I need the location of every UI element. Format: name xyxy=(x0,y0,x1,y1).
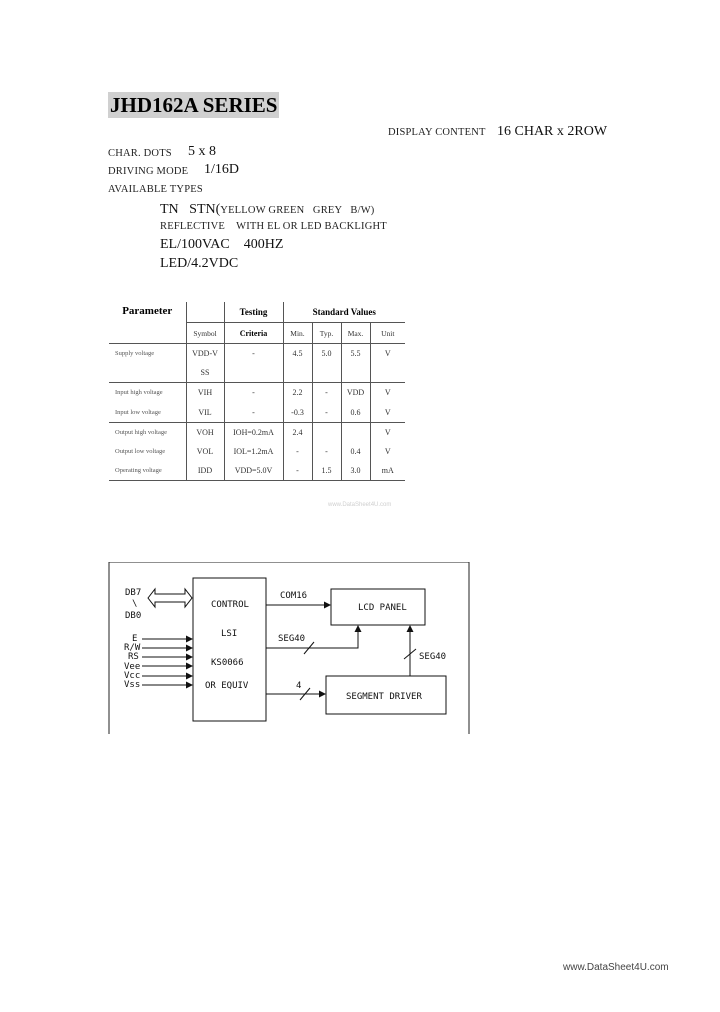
footer-url: www.DataSheet4U.com xyxy=(563,962,669,973)
label-segment-driver: SEGMENT DRIVER xyxy=(346,692,422,702)
char-dots-value: 5 x 8 xyxy=(188,144,216,159)
cell-max: 3.0 xyxy=(341,461,370,481)
cell-criteria: VDD=5.0V xyxy=(224,461,283,481)
driving-mode-label: DRIVING MODE xyxy=(108,166,189,177)
header-max: Max. xyxy=(341,323,370,344)
label-seg40-b: SEG40 xyxy=(419,652,447,662)
cell-parameter: Input low voltage xyxy=(115,408,161,416)
label-lcd-panel: LCD PANEL xyxy=(358,603,407,613)
table-row xyxy=(109,344,405,364)
cell-typ: 5.0 xyxy=(312,344,341,364)
cell-symbol: VIH xyxy=(186,383,224,403)
header-min: Min. xyxy=(283,323,312,344)
cell-typ: - xyxy=(312,383,341,403)
cell-unit: V xyxy=(370,344,405,364)
label-db7: DB7 xyxy=(125,588,142,598)
driving-mode-value: 1/16D xyxy=(204,162,239,177)
label-com16: COM16 xyxy=(280,591,308,601)
cell-typ xyxy=(312,422,341,442)
header-typ: Typ. xyxy=(312,323,341,344)
label-e: E xyxy=(132,634,138,644)
reflective-line: REFLECTIVE WITH EL OR LED BACKLIGHT xyxy=(160,221,387,232)
display-content-label: DISPLAY CONTENT xyxy=(388,127,486,138)
header-parameter: Parameter xyxy=(122,305,173,317)
cell-criteria xyxy=(224,363,283,383)
cell-symbol: VOL xyxy=(186,442,224,461)
cell-parameter: Supply voltage xyxy=(109,344,186,364)
cell-symbol: IDD xyxy=(186,461,224,481)
types-big: TN STN( xyxy=(160,202,221,217)
cell-max: 0.4 xyxy=(341,442,370,461)
char-dots-label: CHAR. DOTS xyxy=(108,148,172,159)
available-types-label: AVAILABLE TYPES xyxy=(108,184,203,195)
led-line: LED/4.2VDC xyxy=(160,256,239,271)
label-four: 4 xyxy=(296,681,302,691)
cell-typ: - xyxy=(312,442,341,461)
table-row xyxy=(109,461,405,481)
cell-symbol: VIL xyxy=(186,403,224,423)
header-standard-values: Standard Values xyxy=(283,302,405,323)
cell-symbol: VOH xyxy=(186,422,224,442)
cell-unit: V xyxy=(370,422,405,442)
cell-parameter: Output high voltage xyxy=(109,422,186,442)
data-bus-arrow xyxy=(148,589,192,607)
cell-min: 2.2 xyxy=(283,383,312,403)
cell-min: - xyxy=(283,442,312,461)
display-content-value: 16 CHAR x 2ROW xyxy=(497,124,608,139)
cell-criteria: - xyxy=(224,403,283,423)
table-row xyxy=(109,363,405,383)
cell-parameter xyxy=(109,363,186,383)
table-row xyxy=(109,383,405,403)
cell-min: 2.4 xyxy=(283,422,312,442)
label-vcc: Vcc xyxy=(124,671,141,681)
cell-unit xyxy=(370,363,405,383)
cell-criteria: - xyxy=(224,383,283,403)
watermark: www.DataSheet4U.com xyxy=(328,502,392,508)
label-control: CONTROL xyxy=(211,600,249,610)
header-symbol-blank xyxy=(186,302,224,323)
cell-max xyxy=(341,422,370,442)
cell-typ: - xyxy=(312,403,341,423)
cell-unit: V xyxy=(370,383,405,403)
cell-min: 4.5 xyxy=(283,344,312,364)
electrical-spec-table xyxy=(109,302,405,481)
label-backslash: \ xyxy=(132,599,138,609)
label-lsi: LSI xyxy=(221,629,238,639)
cell-symbol: SS xyxy=(186,363,224,383)
label-rw: R/W xyxy=(124,643,141,653)
table-row xyxy=(109,442,405,461)
cell-max: 5.5 xyxy=(341,344,370,364)
label-vee: Vee xyxy=(124,662,141,672)
cell-max: VDD xyxy=(341,383,370,403)
cell-parameter: Operating voltage xyxy=(109,461,186,481)
cell-parameter: Input high voltage xyxy=(109,383,186,403)
table-row xyxy=(109,403,405,423)
page-title: JHD162A SERIES xyxy=(110,93,278,117)
cell-criteria: IOH=0.2mA xyxy=(224,422,283,442)
table-row xyxy=(109,422,405,442)
cell-unit: V xyxy=(370,403,405,423)
label-seg40-a: SEG40 xyxy=(278,634,306,644)
header-unit: Unit xyxy=(370,323,405,344)
cell-min: - xyxy=(283,461,312,481)
cell-criteria: IOL=1.2mA xyxy=(224,442,283,461)
cell-min xyxy=(283,363,312,383)
cell-min: -0.3 xyxy=(283,403,312,423)
types-small: YELLOW GREEN GREY B/W) xyxy=(220,205,375,216)
label-rs: RS xyxy=(128,652,139,662)
cell-criteria: - xyxy=(224,344,283,364)
cell-unit: mA xyxy=(370,461,405,481)
cell-parameter: Output low voltage xyxy=(115,448,166,456)
label-vss: Vss xyxy=(124,680,141,690)
cell-typ: 1.5 xyxy=(312,461,341,481)
label-ks0066: KS0066 xyxy=(211,658,244,668)
label-db0: DB0 xyxy=(125,611,142,621)
header-criteria: Criteria xyxy=(224,323,283,344)
el-line: EL/100VAC 400HZ xyxy=(160,237,284,252)
header-symbol: Symbol xyxy=(186,323,224,344)
header-testing: Testing xyxy=(224,302,283,323)
cell-symbol: VDD-V xyxy=(186,344,224,364)
cell-max: 0.6 xyxy=(341,403,370,423)
cell-unit: V xyxy=(370,442,405,461)
table-header-row-1 xyxy=(109,302,405,323)
cell-max xyxy=(341,363,370,383)
types-line xyxy=(160,200,375,218)
cell-typ xyxy=(312,363,341,383)
block-diagram xyxy=(108,562,472,738)
label-or-equiv: OR EQUIV xyxy=(205,681,249,691)
